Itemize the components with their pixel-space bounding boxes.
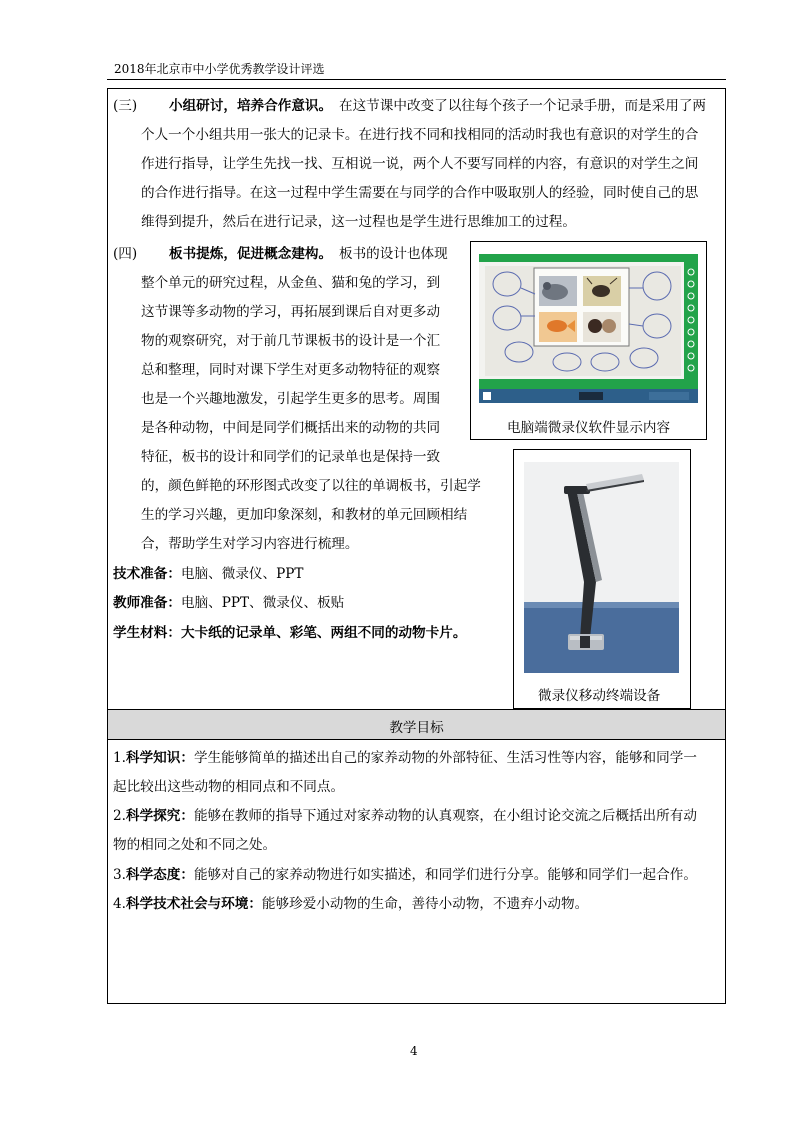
software-figure-caption: 电脑端微录仪软件显示内容 xyxy=(507,420,671,436)
goal-2-cont: 物的相同之处和不同之处。 xyxy=(113,837,277,853)
goal-4-label: 科学技术社会与环境： xyxy=(125,896,262,912)
tech-prep xyxy=(113,566,304,582)
goal-3-number: 3. xyxy=(113,867,126,883)
software-figure xyxy=(470,241,707,440)
goal-1-cont: 起比较出这些动物的相同点和不同点。 xyxy=(113,779,345,795)
sec4-line-3: 这节课等多动物的学习，再拓展到课后自对更多动 xyxy=(141,304,441,320)
teacher-prep-value: 电脑、PPT、微录仪、板贴 xyxy=(180,595,345,611)
tech-prep-label: 技术准备： xyxy=(113,566,181,582)
sec4-line-5: 总和整理，同时对课下学生对更多动物特征的观察 xyxy=(141,362,441,378)
goal-2-number: 2. xyxy=(113,808,126,824)
sec4-line-9: 的，颜色鲜艳的环形图式改变了以往的单调板书，引起学 xyxy=(141,478,481,494)
device-figure-caption: 微录仪移动终端设备 xyxy=(538,688,661,704)
goal-3 xyxy=(113,867,697,883)
goal-3-label: 科学态度： xyxy=(125,867,194,883)
student-materials-label: 学生材料： xyxy=(113,625,181,641)
sec4-line-10: 生的学习兴趣，更加印象深刻，和教材的单元回顾相结 xyxy=(141,507,468,523)
student-materials xyxy=(113,625,466,641)
sec3-line-5: 维得到提升，然后在进行记录，这一过程也是学生进行思维加工的过程。 xyxy=(141,214,576,230)
sec3-line-4: 的合作进行指导。在这一过程中学生需要在与同学的合作中吸取别人的经验，同时使自己的思 xyxy=(141,185,699,201)
goal-1 xyxy=(113,750,697,766)
teacher-prep-label: 教师准备： xyxy=(113,595,181,611)
goal-4 xyxy=(113,896,588,912)
running-header: 2018年北京市中小学优秀教学设计评选 xyxy=(114,62,325,76)
page-number: 4 xyxy=(410,1044,418,1058)
device-photo xyxy=(524,462,679,673)
sec3-line-1: 在这节课中改变了以往每个孩子一个记录手册，而是采用了两 xyxy=(339,98,707,114)
header-rule xyxy=(107,79,726,80)
tech-prep-value: 电脑、微录仪、PPT xyxy=(180,566,304,582)
device-figure xyxy=(513,449,691,709)
goals-header xyxy=(108,709,725,740)
goal-1-number: 1. xyxy=(113,750,126,766)
teacher-prep xyxy=(113,595,344,611)
sec3-line-3: 作进行指导，让学生先找一找、互相说一说，两个人不要写同样的内容，有意识的对学生之间 xyxy=(141,156,699,172)
sec4-heading: 板书提炼，促进概念建构。 xyxy=(169,246,333,262)
sec3-line-2: 个人一个小组共用一张大的记录卡。在进行找不同和找相同的活动时我也有意识的对学生的合 xyxy=(141,127,699,143)
sec4-line-6: 也是一个兴趣地激发，引起学生更多的思考。周围 xyxy=(141,391,441,407)
goal-2 xyxy=(113,808,697,824)
sec3-number: (三) xyxy=(113,98,138,114)
sec4-line-1: 板书的设计也体现 xyxy=(339,246,448,262)
goal-1-label: 科学知识： xyxy=(125,750,194,766)
goal-3-text: 能够对自己的家养动物进行如实描述，和同学们进行分享。能够和同学们一起合作。 xyxy=(193,867,697,883)
goal-2-label: 科学探究： xyxy=(125,808,194,824)
student-materials-value: 大卡纸的记录单、彩笔、两组不同的动物卡片。 xyxy=(180,625,467,641)
goal-4-text: 能够珍爱小动物的生命，善待小动物，不遗弃小动物。 xyxy=(261,896,589,912)
goal-2-text: 能够在教师的指导下通过对家养动物的认真观察，在小组讨论交流之后概括出所有动 xyxy=(193,808,697,824)
sec4-line-2: 整个单元的研究过程，从金鱼、猫和兔的学习，到 xyxy=(141,275,441,291)
software-screenshot xyxy=(479,254,698,403)
goals-title: 教学目标 xyxy=(389,720,444,736)
sec4-line-7: 是各种动物，中间是同学们概括出来的动物的共同 xyxy=(141,420,441,436)
goal-1-text: 学生能够简单的描述出自己的家养动物的外部特征、生活习性等内容，能够和同学一 xyxy=(193,750,697,766)
sec4-number: (四) xyxy=(113,246,138,262)
sec4-line-8: 特征，板书的设计和同学们的记录单也是保持一致 xyxy=(141,449,441,465)
sec4-line-11: 合，帮助学生对学习内容进行梳理。 xyxy=(141,536,359,552)
sec3-heading: 小组研讨，培养合作意识。 xyxy=(169,98,333,114)
sec4-line-4: 物的观察研究，对于前几节课板书的设计是一个汇 xyxy=(141,333,441,349)
goal-4-number: 4. xyxy=(113,896,126,912)
